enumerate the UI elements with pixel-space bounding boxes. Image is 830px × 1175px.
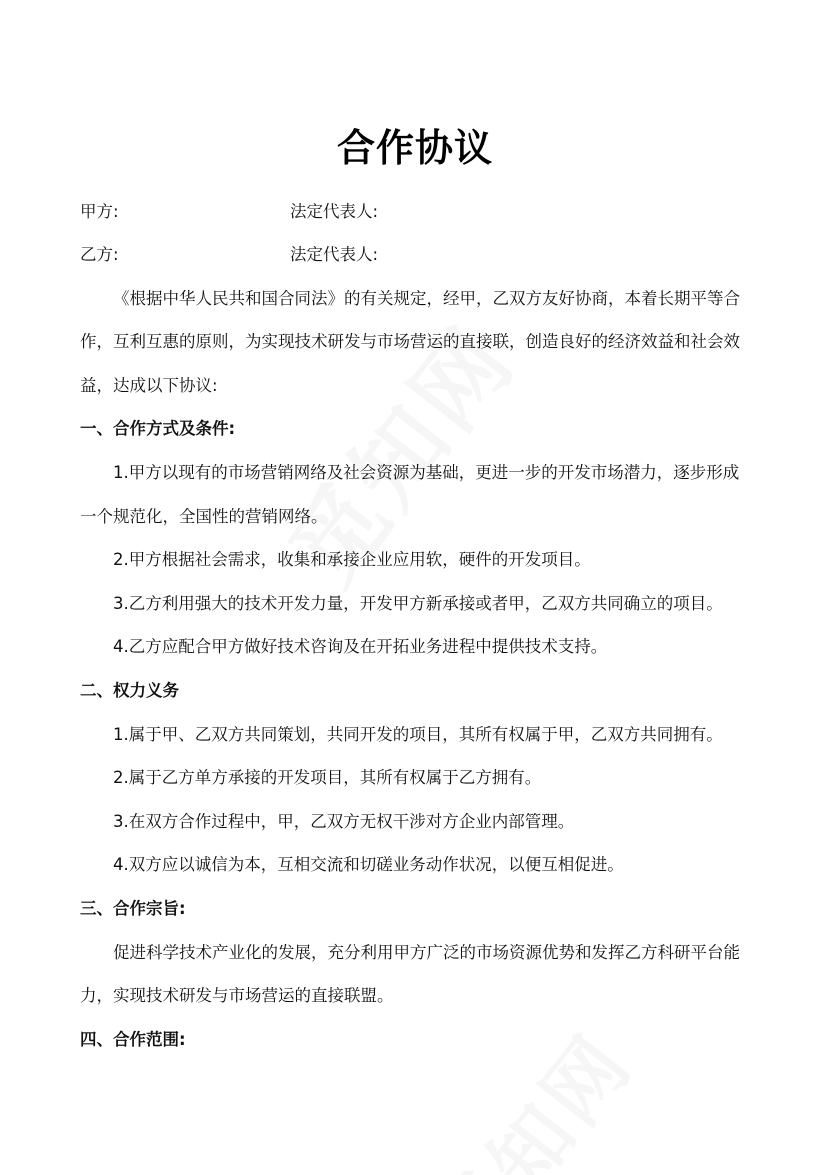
party-b-label: 乙方: — [80, 245, 119, 264]
intro-line: 作，互利互惠的原则，为实现技术研发与市场营运的直接联，创造良好的经济效益和社会效 — [80, 332, 740, 351]
clause-line: 2.甲方根据社会需求，收集和承接企业应用软，硬件的开发项目。 — [113, 550, 591, 569]
intro-line: 益，达成以下协议: — [80, 376, 218, 395]
clause-line: 4.双方应以诚信为本，互相交流和切磋业务动作状况，以便互相促进。 — [113, 855, 624, 874]
party-a-rep-label: 法定代表人: — [290, 202, 379, 221]
clause-line: 1.属于甲、乙双方共同策划，共同开发的项目，其所有权属于甲，乙双方共同拥有。 — [113, 725, 723, 744]
section-heading: 一、合作方式及条件: — [80, 419, 236, 438]
clause-line: 1.甲方以现有的市场营销网络及社会资源为基础，更进一步的开发市场潜力，逐步形成 — [113, 463, 740, 482]
party-b-row — [80, 244, 780, 266]
intro-line: 《根据中华人民共和国合同法》的有关规定，经甲，乙双方友好协商，本着长期平等合 — [113, 289, 740, 308]
clause-line: 促进科学技术产业化的发展，充分利用甲方广泛的市场资源优势和发挥乙方科研平台能 — [113, 943, 740, 962]
document-title: 合作协议 — [336, 126, 493, 170]
clause-line: 力，实现技术研发与市场营运的直接联盟。 — [80, 986, 394, 1005]
clause-line: 3.在双方合作过程中，甲，乙双方无权干涉对方企业内部管理。 — [113, 812, 575, 831]
section-heading: 二、权力义务 — [80, 681, 179, 700]
party-a-label: 甲方: — [80, 202, 119, 221]
clause-line: 一个规范化，全国性的营销网络。 — [80, 507, 328, 526]
section-heading: 四、合作范围: — [80, 1030, 186, 1049]
party-b-rep-label: 法定代表人: — [290, 245, 379, 264]
section-heading: 三、合作宗旨: — [80, 899, 186, 918]
clause-line: 3.乙方利用强大的技术开发力量，开发甲方新承接或者甲，乙双方共同确立的项目。 — [113, 594, 723, 613]
watermark — [404, 1005, 653, 1175]
party-a-row — [80, 201, 780, 223]
clause-line: 4.乙方应配合甲方做好技术咨询及在开拓业务进程中提供技术支持。 — [113, 637, 608, 656]
clause-line: 2.属于乙方单方承接的开发项目，其所有权属于乙方拥有。 — [113, 768, 542, 787]
